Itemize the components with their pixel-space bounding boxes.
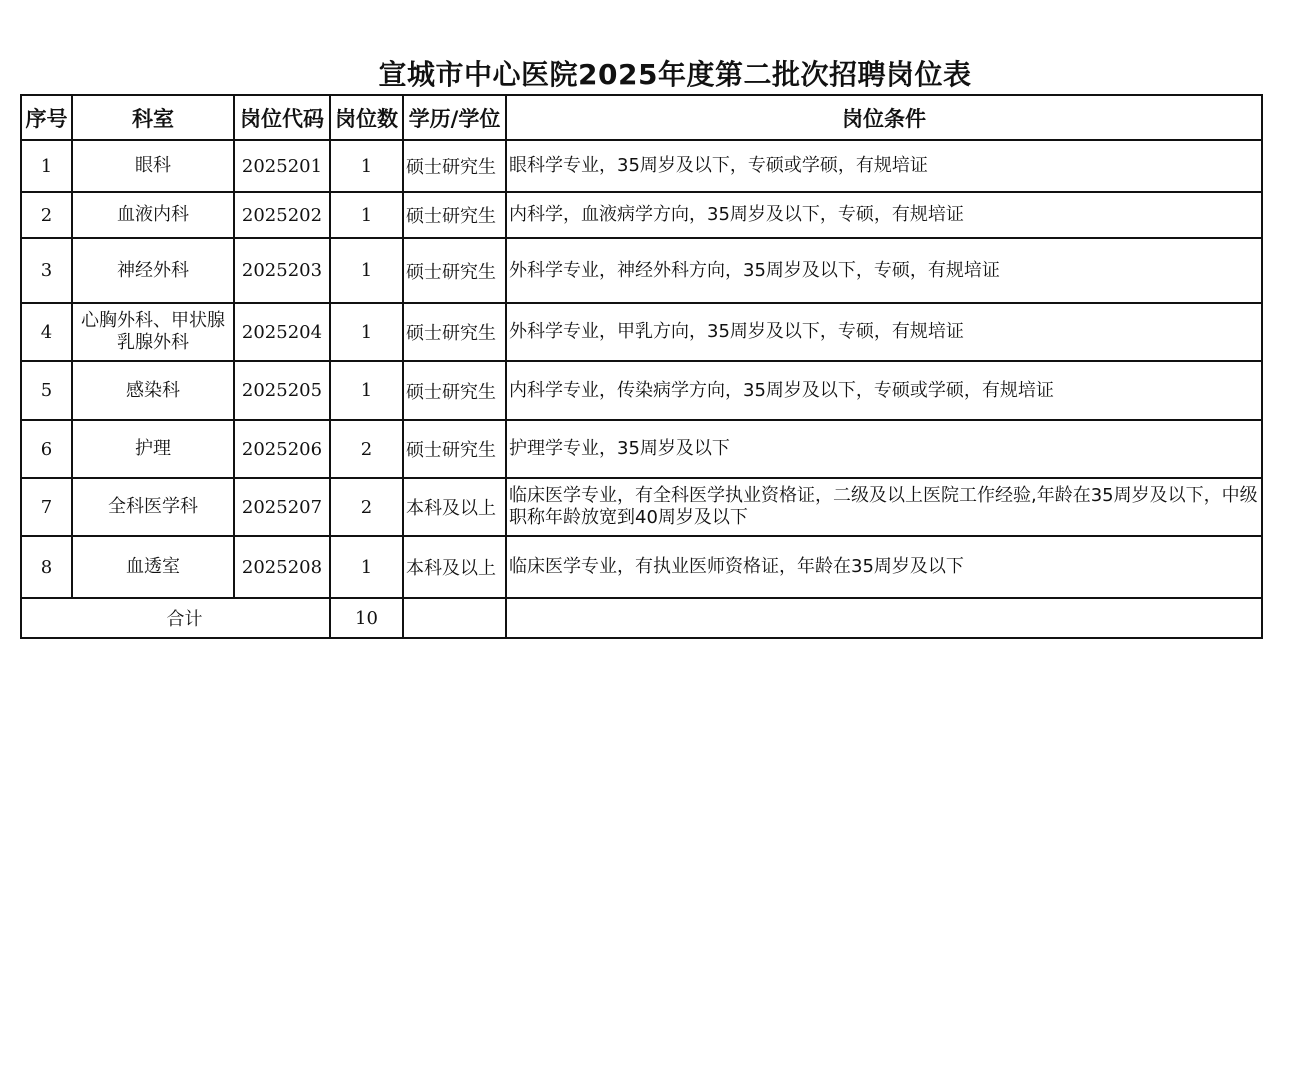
table-row [21, 192, 1262, 238]
cell-code: 2025205 [234, 361, 330, 420]
cell-edu: 本科及以上 [403, 478, 506, 536]
header-edu: 学历/学位 [403, 95, 506, 140]
cell-code: 2025201 [234, 140, 330, 192]
cell-seq: 5 [21, 361, 72, 420]
total-edu-empty [403, 598, 506, 638]
cell-dept: 血透室 [72, 536, 234, 598]
cell-count: 1 [330, 536, 403, 598]
cell-cond: 内科学，血液病学方向，35周岁及以下，专硕，有规培证 [506, 192, 1262, 238]
cell-cond: 内科学专业，传染病学方向，35周岁及以下，专硕或学硕，有规培证 [506, 361, 1262, 420]
cell-seq: 3 [21, 238, 72, 303]
cell-cond: 临床医学专业，有全科医学执业资格证，二级及以上医院工作经验,年龄在35周岁及以下，中级职称年龄放宽到40周岁及以下 [506, 478, 1262, 536]
cell-count: 2 [330, 420, 403, 478]
table-row [21, 140, 1262, 192]
cell-count: 2 [330, 478, 403, 536]
total-row [21, 598, 1262, 638]
table-row [21, 361, 1262, 420]
total-cond-empty [506, 598, 1262, 638]
cell-edu: 硕士研究生 [403, 420, 506, 478]
cell-code: 2025206 [234, 420, 330, 478]
cell-cond: 外科学专业，神经外科方向，35周岁及以下，专硕，有规培证 [506, 238, 1262, 303]
cell-cond: 临床医学专业，有执业医师资格证，年龄在35周岁及以下 [506, 536, 1262, 598]
cell-seq: 4 [21, 303, 72, 361]
cell-seq: 6 [21, 420, 72, 478]
cell-code: 2025207 [234, 478, 330, 536]
cell-count: 1 [330, 192, 403, 238]
cell-code: 2025203 [234, 238, 330, 303]
page-title: 宣城市中心医院2025年度第二批次招聘岗位表 [378, 58, 972, 91]
cell-dept: 血液内科 [72, 192, 234, 238]
cell-cond: 眼科学专业，35周岁及以下，专硕或学硕，有规培证 [506, 140, 1262, 192]
cell-cond: 外科学专业，甲乳方向，35周岁及以下，专硕，有规培证 [506, 303, 1262, 361]
cell-cond: 护理学专业，35周岁及以下 [506, 420, 1262, 478]
table-row [21, 536, 1262, 598]
cell-edu: 硕士研究生 [403, 192, 506, 238]
cell-seq: 7 [21, 478, 72, 536]
cell-edu: 硕士研究生 [403, 361, 506, 420]
cell-edu: 硕士研究生 [403, 140, 506, 192]
header-code: 岗位代码 [234, 95, 330, 140]
header-seq: 序号 [21, 95, 72, 140]
cell-seq: 2 [21, 192, 72, 238]
cell-count: 1 [330, 238, 403, 303]
table-row [21, 238, 1262, 303]
cell-code: 2025202 [234, 192, 330, 238]
table-header-row [21, 95, 1262, 140]
job-table [20, 94, 1263, 639]
table-row [21, 420, 1262, 478]
cell-dept: 护理 [72, 420, 234, 478]
cell-edu: 本科及以上 [403, 536, 506, 598]
table-row [21, 478, 1262, 536]
table-row [21, 303, 1262, 361]
header-cond: 岗位条件 [506, 95, 1262, 140]
header-count: 岗位数 [330, 95, 403, 140]
cell-seq: 8 [21, 536, 72, 598]
total-label: 合计 [21, 598, 330, 638]
cell-count: 1 [330, 303, 403, 361]
header-dept: 科室 [72, 95, 234, 140]
cell-code: 2025204 [234, 303, 330, 361]
cell-edu: 硕士研究生 [403, 303, 506, 361]
cell-dept: 神经外科 [72, 238, 234, 303]
cell-dept: 感染科 [72, 361, 234, 420]
cell-count: 1 [330, 361, 403, 420]
total-count: 10 [330, 598, 403, 638]
cell-dept: 心胸外科、甲状腺乳腺外科 [72, 303, 234, 361]
cell-count: 1 [330, 140, 403, 192]
cell-dept: 眼科 [72, 140, 234, 192]
cell-seq: 1 [21, 140, 72, 192]
cell-edu: 硕士研究生 [403, 238, 506, 303]
cell-dept: 全科医学科 [72, 478, 234, 536]
cell-code: 2025208 [234, 536, 330, 598]
